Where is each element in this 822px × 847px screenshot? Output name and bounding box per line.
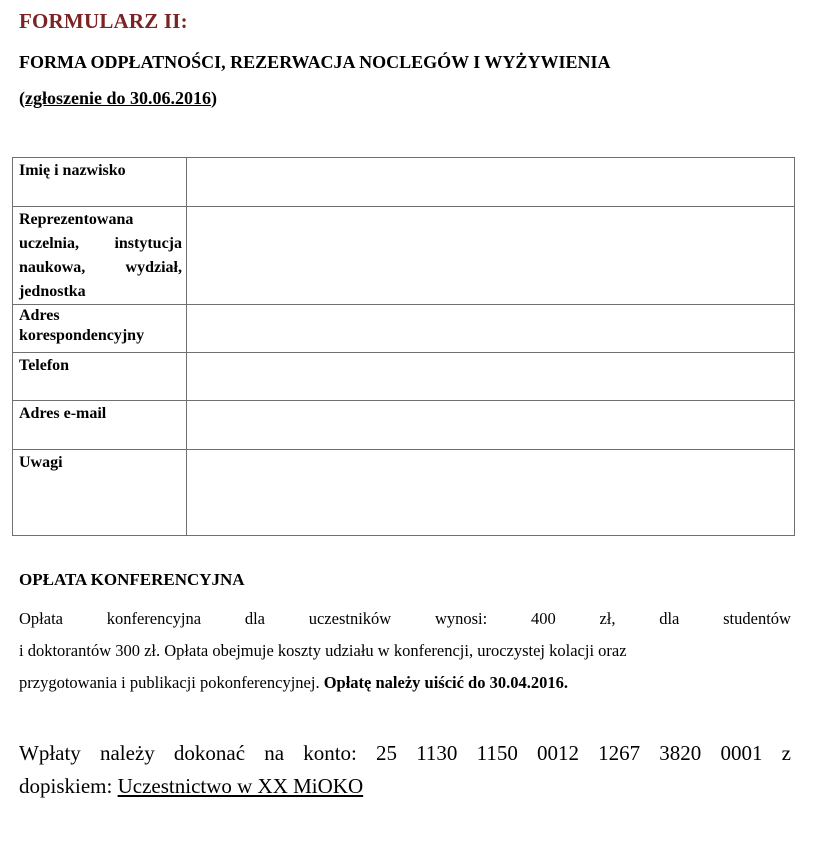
deadline-text: zgłoszenie do 30.06.2016	[25, 88, 211, 108]
fee-line-2: i doktorantów 300 zł. Opłata obejmuje koszty udziału w konferencji, uroczystej kolacji oraz	[19, 641, 627, 660]
account-number-part: 0001	[720, 741, 763, 765]
payment-word: z	[781, 741, 791, 765]
fee-payment-deadline: Opłatę należy uiścić do 30.04.2016.	[323, 673, 568, 692]
label-full-name: Imię i nazwisko	[13, 158, 187, 207]
fee-word: studentów	[723, 609, 791, 628]
payment-word: konto:	[303, 741, 357, 765]
deadline-close-paren: )	[211, 88, 217, 108]
fee-line-1	[19, 603, 791, 635]
payment-title-text: Uczestnictwo w XX MiOKO	[117, 774, 364, 798]
fee-word: uczestników	[308, 609, 392, 628]
fee-word: zł,	[599, 609, 616, 628]
payment-line-2	[19, 770, 791, 803]
fee-line-3	[19, 667, 791, 699]
account-number-part: 25	[376, 741, 398, 765]
table-row-address	[13, 305, 795, 353]
payment-word: dokonać	[173, 741, 246, 765]
registration-table	[12, 157, 795, 536]
label-institution: Reprezentowana uczelnia, instytucja naukowa, wydział, jednostka	[13, 207, 187, 305]
payment-note-label: dopiskiem:	[19, 774, 118, 798]
field-address[interactable]	[187, 305, 795, 353]
fee-heading: OPŁATA KONFERENCYJNA	[19, 570, 245, 589]
table-row-name	[13, 158, 795, 207]
field-phone[interactable]	[187, 353, 795, 401]
label-phone: Telefon	[13, 353, 187, 401]
label-email: Adres e-mail	[13, 401, 187, 450]
field-full-name[interactable]	[187, 158, 795, 207]
account-number-part: 0012	[536, 741, 579, 765]
field-institution[interactable]	[187, 207, 795, 305]
fee-word: dla	[659, 609, 680, 628]
payment-line-1	[19, 737, 791, 770]
table-row-email	[13, 401, 795, 450]
fee-word: 400	[530, 609, 556, 628]
account-number-part: 1267	[598, 741, 641, 765]
deadline-open-paren: (	[19, 88, 25, 108]
fee-word: Opłata	[19, 609, 63, 628]
registration-deadline	[19, 88, 217, 109]
field-email[interactable]	[187, 401, 795, 450]
fee-paragraph	[19, 603, 791, 699]
payment-word: Wpłaty	[19, 741, 81, 765]
form-subtitle: FORMA ODPŁATNOŚCI, REZERWACJA NOCLEGÓW I WYŻYWIENIA	[19, 52, 611, 72]
payment-word: należy	[99, 741, 155, 765]
payment-word: na	[264, 741, 285, 765]
fee-word: wynosi:	[434, 609, 488, 628]
fee-line-3-text: przygotowania i publikacji pokonferencyjnej.	[19, 673, 324, 692]
account-number-part: 3820	[659, 741, 702, 765]
table-row-phone	[13, 353, 795, 401]
fee-word: dla	[244, 609, 265, 628]
form-title: FORMULARZ II:	[19, 9, 188, 33]
fee-word: konferencyjna	[106, 609, 202, 628]
field-notes[interactable]	[187, 450, 795, 536]
table-row-institution	[13, 207, 795, 305]
label-notes: Uwagi	[13, 450, 187, 536]
label-address: Adres korespondencyjny	[13, 305, 187, 353]
account-number-part: 1150	[476, 741, 518, 765]
payment-instructions	[19, 737, 791, 803]
account-number-part: 1130	[416, 741, 458, 765]
table-row-notes	[13, 450, 795, 536]
